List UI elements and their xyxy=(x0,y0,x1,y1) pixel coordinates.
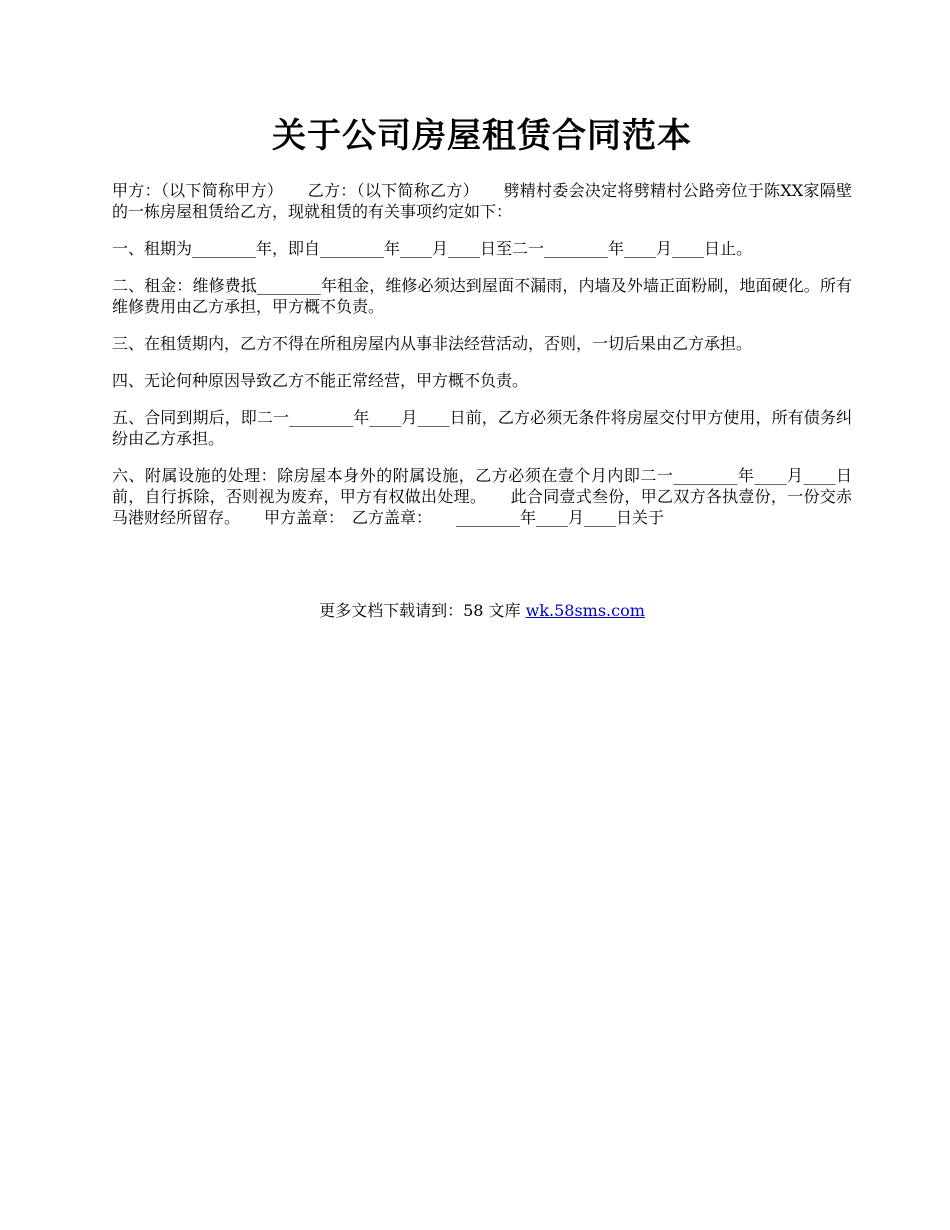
clause-4-operation: 四、无论何种原因导致乙方不能正常经营，甲方概不负责。 xyxy=(112,371,529,390)
contract-body xyxy=(112,180,852,544)
document-title: 关于公司房屋租赁合同范本 xyxy=(272,116,692,156)
clause-3-illegal-activity: 三、在租赁期内，乙方不得在所租房屋内从事非法经营活动，否则，一切后果由乙方承担。 xyxy=(112,334,753,353)
clause-5-expiry: 五、合同到期后，即二一________年____月____日前，乙方必须无条件将房屋交付甲方使用，所有债务纠纷由乙方承担。 xyxy=(112,408,852,448)
footer-text: 更多文档下载请到：58 文库 xyxy=(319,601,526,620)
download-footer xyxy=(112,600,852,622)
footer-link[interactable]: wk.58sms.com xyxy=(525,601,645,620)
clause-6-facilities: 六、附属设施的处理：除房屋本身外的附属设施，乙方必须在壹个月内即二一________年____月____日前，自行拆除，否则视为废弃，甲方有权做出处理。 此合同壹式叁份，甲乙双方各执壹份，一份交赤马港财经所留存。 甲方盖章： 乙方盖章： ________年____月____日关于 xyxy=(112,466,852,527)
contract-intro-paragraph: 甲方：（以下简称甲方） 乙方：（以下简称乙方） 劈精村委会决定将劈精村公路旁位于陈XX家隔壁的一栋房屋租赁给乙方，现就租赁的有关事项约定如下： xyxy=(112,181,852,221)
clause-2-rent: 二、租金：维修费抵________年租金，维修必须达到屋面不漏雨，内墙及外墙正面粉刷，地面硬化。所有维修费用由乙方承担，甲方概不负责。 xyxy=(112,276,852,316)
clause-1-lease-term: 一、租期为________年，即自________年____月____日至二一________年____月____日止。 xyxy=(112,239,753,258)
